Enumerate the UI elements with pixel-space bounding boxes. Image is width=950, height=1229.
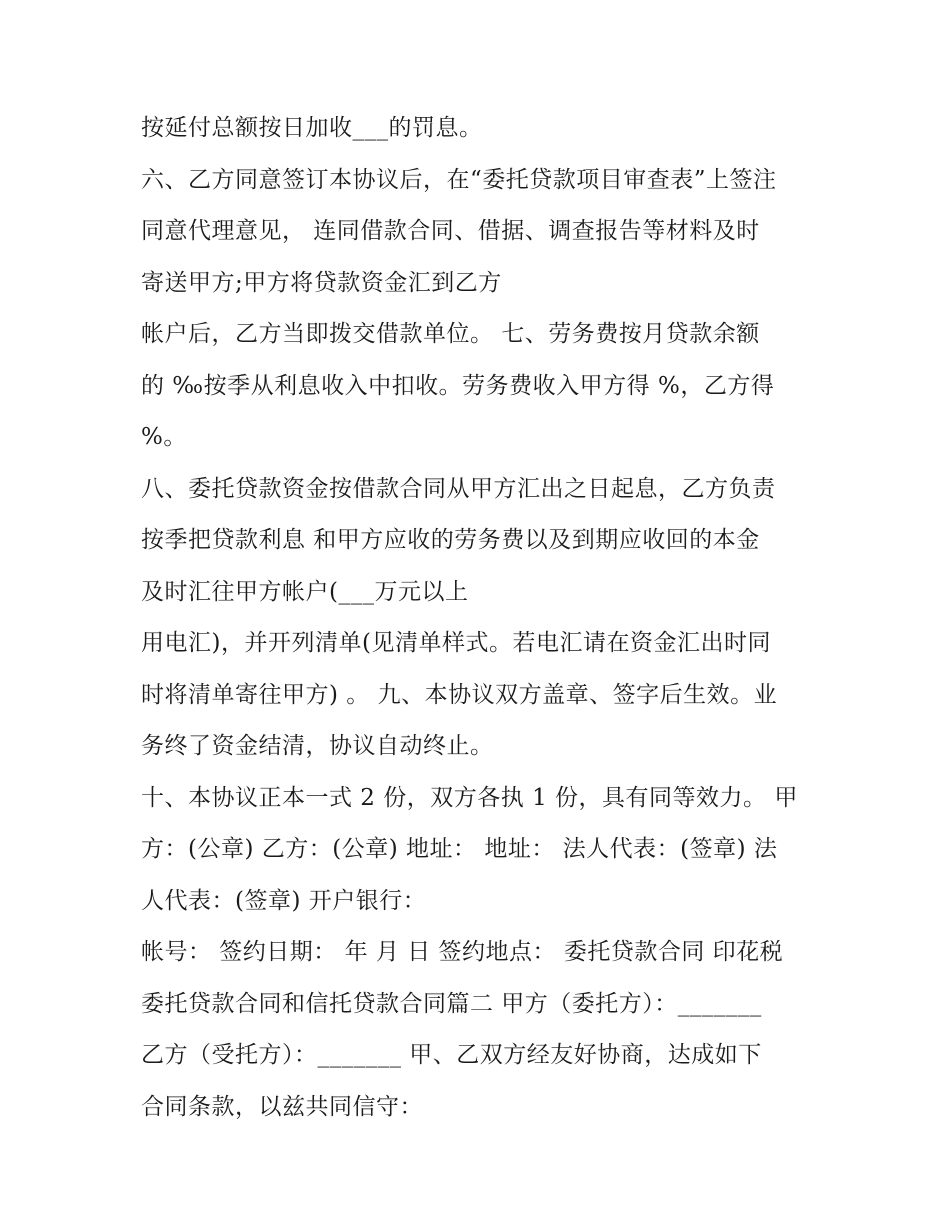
text-line: 乙方（受托方）：_______ 甲、乙双方经友好协商，达成如下 [141,1042,762,1068]
text-line: 六、乙方同意签订本协议后，在“委托贷款项目审查表”上签注 [141,166,777,193]
text-line: 八、委托贷款资金按借款合同从甲方汇出之日起息，乙方负责 [141,475,776,502]
text-line: 务终了资金结清，协议自动终止。 [141,733,494,759]
text-line: 按季把贷款利息 和甲方应收的劳务费以及到期应收回的本金 [141,527,760,553]
text-line: 的 ‰按季从利息收入中扣收。劳务费收入甲方得 %，乙方得 [141,372,775,399]
text-line: 委托贷款合同和信托贷款合同篇二 甲方（委托方）：_______ [141,990,762,1017]
text-line: 人代表：(签章) 开户银行： [141,887,427,914]
text-line: %。 [141,424,187,450]
text-line: 十、本协议正本一式 2 份，双方各执 1 份，具有同等效力。 甲 [141,784,798,811]
text-line: 合同条款，以兹共同信守： [141,1093,423,1120]
text-line: 帐户后，乙方当即拨交借款单位。 七、劳务费按月贷款余额 [141,321,760,347]
text-line: 时将清单寄往甲方) 。 九、本协议双方盖章、签字后生效。业 [141,681,778,708]
text-line: 帐号： 签约日期： 年 月 日 签约地点： 委托贷款合同 印花税 [141,939,784,965]
text-line: 同意代理意见， 连同借款合同、借据、调查报告等材料及时 [141,218,760,244]
text-line: 及时汇往甲方帐户(___万元以上 [141,578,469,605]
document-body [141,103,831,1133]
text-line: 寄送甲方;甲方将贷款资金汇到乙方 [141,269,502,296]
text-line: 方：(公章) 乙方：(公章) 地址： 地址： 法人代表：(签章) 法 [141,836,778,862]
text-line: 用电汇)，并开列清单(见清单样式。若电汇请在资金汇出时同 [141,630,771,656]
text-line: 按延付总额按日加收___的罚息。 [141,115,483,141]
